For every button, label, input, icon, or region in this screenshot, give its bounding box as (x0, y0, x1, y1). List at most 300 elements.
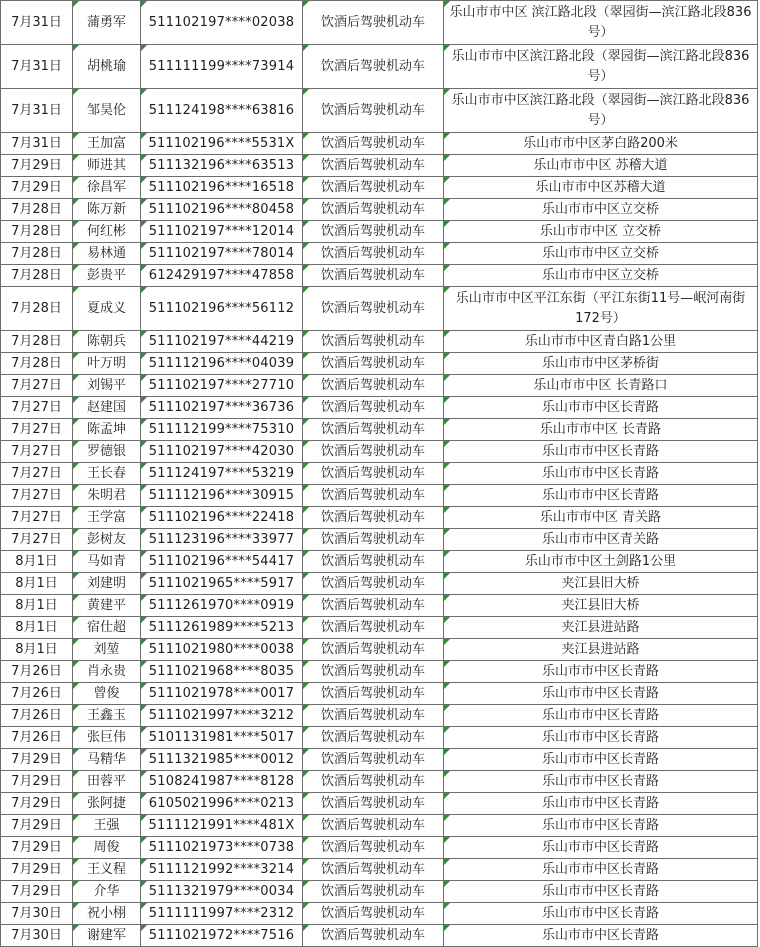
name-text: 王鑫玉 (86, 707, 126, 723)
excel-error-flag-icon (444, 133, 450, 139)
excel-error-flag-icon (444, 881, 450, 887)
excel-error-flag-icon (303, 89, 309, 95)
cell-name (73, 749, 141, 771)
date-text: 7月27日 (11, 487, 62, 503)
cell-date (1, 243, 73, 265)
violation-text: 饮酒后驾驶机动车 (320, 135, 425, 151)
table-row (1, 353, 758, 375)
date-text: 7月29日 (11, 773, 62, 789)
excel-error-flag-icon (444, 617, 450, 623)
cell-violation (303, 1, 444, 45)
excel-error-flag-icon (444, 925, 450, 931)
cell-violation (303, 925, 444, 947)
excel-error-flag-icon (303, 925, 309, 931)
cell-name (73, 705, 141, 727)
excel-error-flag-icon (141, 485, 147, 491)
cell-violation (303, 683, 444, 705)
excel-error-flag-icon (73, 45, 79, 51)
location-text: 乐山市市中区长青路 (541, 817, 659, 833)
cell-violation (303, 749, 444, 771)
violation-text: 饮酒后驾驶机动车 (320, 267, 425, 283)
cell-location (444, 287, 758, 331)
cell-violation (303, 507, 444, 529)
excel-error-flag-icon (141, 639, 147, 645)
cell-date (1, 617, 73, 639)
name-text: 蒲勇军 (86, 14, 126, 30)
name-text: 赵建国 (86, 399, 126, 415)
table-row (1, 727, 758, 749)
cell-name (73, 419, 141, 441)
excel-error-flag-icon (303, 617, 309, 623)
cell-location (444, 419, 758, 441)
excel-error-flag-icon (73, 199, 79, 205)
location-text: 乐山市市中区立交桥 (541, 267, 659, 283)
excel-error-flag-icon (73, 89, 79, 95)
excel-error-flag-icon (141, 287, 147, 293)
cell-location (444, 705, 758, 727)
excel-error-flag-icon (141, 419, 147, 425)
date-text: 7月26日 (11, 663, 62, 679)
id-text: 511102196****80458 (148, 201, 295, 217)
violation-text: 饮酒后驾驶机动车 (320, 751, 425, 767)
cell-date (1, 881, 73, 903)
excel-error-flag-icon (303, 749, 309, 755)
table-row (1, 551, 758, 573)
cell-name (73, 441, 141, 463)
cell-name (73, 243, 141, 265)
cell-location (444, 925, 758, 947)
date-text: 7月28日 (11, 223, 62, 239)
location-text: 乐山市市中区 滨江路北段（翠园街—滨江路北段836号） (449, 5, 752, 40)
cell-date (1, 683, 73, 705)
name-text: 张巨伟 (86, 729, 126, 745)
excel-error-flag-icon (141, 221, 147, 227)
table-row (1, 45, 758, 89)
name-text: 王长春 (86, 465, 126, 481)
cell-violation (303, 661, 444, 683)
excel-error-flag-icon (303, 595, 309, 601)
cell-date (1, 573, 73, 595)
cell-location (444, 177, 758, 199)
id-text: 511124198****63816 (148, 102, 295, 118)
cell-date (1, 331, 73, 353)
id-text: 5111021997****3212 (148, 707, 295, 723)
date-text: 7月29日 (11, 861, 62, 877)
excel-error-flag-icon (303, 573, 309, 579)
cell-id (141, 551, 303, 573)
cell-date (1, 45, 73, 89)
violation-text: 饮酒后驾驶机动车 (320, 102, 425, 118)
name-text: 王加富 (86, 135, 126, 151)
cell-location (444, 133, 758, 155)
cell-violation (303, 463, 444, 485)
location-text: 乐山市市中区长青路 (541, 465, 659, 481)
cell-id (141, 331, 303, 353)
excel-error-flag-icon (303, 199, 309, 205)
location-text: 乐山市市中区 立交桥 (539, 223, 662, 239)
excel-error-flag-icon (444, 815, 450, 821)
id-text: 5111321985****0012 (148, 751, 295, 767)
name-text: 彭贵平 (86, 267, 126, 283)
violation-text: 饮酒后驾驶机动车 (320, 619, 425, 635)
location-text: 乐山市市中区 苏稽大道 (533, 157, 668, 173)
violation-text: 饮酒后驾驶机动车 (320, 245, 425, 261)
id-text: 612429197****47858 (148, 267, 295, 283)
table-row (1, 133, 758, 155)
cell-violation (303, 353, 444, 375)
cell-name (73, 837, 141, 859)
excel-error-flag-icon (444, 419, 450, 425)
cell-violation (303, 793, 444, 815)
cell-id (141, 859, 303, 881)
excel-error-flag-icon (141, 661, 147, 667)
cell-id (141, 485, 303, 507)
cell-date (1, 89, 73, 133)
cell-location (444, 507, 758, 529)
violation-text: 饮酒后驾驶机动车 (320, 883, 425, 899)
cell-violation (303, 881, 444, 903)
id-text: 5111261989****5213 (148, 619, 295, 635)
excel-error-flag-icon (141, 881, 147, 887)
date-text: 7月26日 (11, 707, 62, 723)
cell-location (444, 155, 758, 177)
name-text: 谢建军 (86, 927, 126, 943)
excel-error-flag-icon (444, 837, 450, 843)
location-text: 乐山市市中区长青路 (541, 487, 659, 503)
date-text: 7月27日 (11, 377, 62, 393)
cell-violation (303, 859, 444, 881)
location-text: 乐山市市中区青白路1公里 (524, 333, 677, 349)
excel-error-flag-icon (444, 287, 450, 293)
cell-name (73, 683, 141, 705)
cell-id (141, 375, 303, 397)
excel-error-flag-icon (73, 1, 79, 7)
cell-violation (303, 177, 444, 199)
violation-text: 饮酒后驾驶机动车 (320, 443, 425, 459)
cell-location (444, 595, 758, 617)
cell-date (1, 265, 73, 287)
cell-location (444, 353, 758, 375)
location-text: 乐山市市中区长青路 (541, 707, 659, 723)
cell-name (73, 815, 141, 837)
name-text: 陈朝兵 (86, 333, 126, 349)
table-row (1, 925, 758, 947)
cell-violation (303, 265, 444, 287)
excel-error-flag-icon (141, 375, 147, 381)
violation-text: 饮酒后驾驶机动车 (320, 487, 425, 503)
cell-name (73, 925, 141, 947)
cell-date (1, 661, 73, 683)
cell-violation (303, 595, 444, 617)
cell-violation (303, 573, 444, 595)
date-text: 7月28日 (11, 355, 62, 371)
id-text: 5101131981****5017 (148, 729, 295, 745)
excel-error-flag-icon (73, 639, 79, 645)
excel-error-flag-icon (73, 265, 79, 271)
excel-error-flag-icon (73, 419, 79, 425)
cell-location (444, 397, 758, 419)
excel-error-flag-icon (444, 485, 450, 491)
date-text: 7月27日 (11, 465, 62, 481)
cell-date (1, 221, 73, 243)
violation-text: 饮酒后驾驶机动车 (320, 531, 425, 547)
location-text: 乐山市市中区 青关路 (539, 509, 662, 525)
date-text: 7月29日 (11, 179, 62, 195)
violation-text: 饮酒后驾驶机动车 (320, 795, 425, 811)
cell-id (141, 529, 303, 551)
excel-error-flag-icon (141, 573, 147, 579)
excel-error-flag-icon (73, 705, 79, 711)
name-text: 易林通 (86, 245, 126, 261)
date-text: 8月1日 (15, 641, 58, 657)
excel-error-flag-icon (303, 265, 309, 271)
cell-location (444, 617, 758, 639)
cell-name (73, 881, 141, 903)
id-text: 511112196****30915 (148, 487, 295, 503)
cell-date (1, 199, 73, 221)
table-body (1, 1, 758, 947)
cell-name (73, 1, 141, 45)
cell-location (444, 265, 758, 287)
excel-error-flag-icon (303, 771, 309, 777)
excel-error-flag-icon (444, 771, 450, 777)
date-text: 7月31日 (11, 135, 62, 151)
cell-id (141, 287, 303, 331)
cell-id (141, 793, 303, 815)
table-row (1, 683, 758, 705)
excel-error-flag-icon (303, 441, 309, 447)
cell-id (141, 595, 303, 617)
violation-text: 饮酒后驾驶机动车 (320, 300, 425, 316)
excel-error-flag-icon (141, 507, 147, 513)
violation-text: 饮酒后驾驶机动车 (320, 157, 425, 173)
excel-error-flag-icon (303, 727, 309, 733)
violation-text: 饮酒后驾驶机动车 (320, 861, 425, 877)
date-text: 8月1日 (15, 553, 58, 569)
name-text: 马精华 (86, 751, 126, 767)
location-text: 乐山市市中区长青路 (541, 883, 659, 899)
location-text: 夹江县进站路 (561, 619, 640, 635)
cell-id (141, 617, 303, 639)
excel-error-flag-icon (73, 749, 79, 755)
location-text: 夹江县进站路 (561, 641, 640, 657)
cell-violation (303, 199, 444, 221)
table-row (1, 859, 758, 881)
date-text: 7月30日 (11, 927, 62, 943)
table-row (1, 243, 758, 265)
table-row (1, 441, 758, 463)
excel-error-flag-icon (73, 177, 79, 183)
cell-id (141, 441, 303, 463)
cell-date (1, 177, 73, 199)
excel-error-flag-icon (73, 485, 79, 491)
cell-name (73, 595, 141, 617)
name-text: 夏成义 (86, 300, 126, 316)
cell-location (444, 221, 758, 243)
excel-error-flag-icon (73, 331, 79, 337)
excel-error-flag-icon (303, 243, 309, 249)
location-text: 乐山市市中区长青路 (541, 905, 659, 921)
cell-name (73, 507, 141, 529)
date-text: 8月1日 (15, 619, 58, 635)
cell-name (73, 287, 141, 331)
excel-error-flag-icon (444, 749, 450, 755)
violation-text: 饮酒后驾驶机动车 (320, 597, 425, 613)
cell-id (141, 155, 303, 177)
excel-error-flag-icon (141, 903, 147, 909)
excel-error-flag-icon (73, 815, 79, 821)
id-text: 511132196****63513 (148, 157, 295, 173)
cell-violation (303, 705, 444, 727)
name-text: 叶万明 (86, 355, 126, 371)
id-text: 5108241987****8128 (148, 773, 295, 789)
cell-date (1, 793, 73, 815)
table-row (1, 463, 758, 485)
cell-name (73, 353, 141, 375)
cell-id (141, 45, 303, 89)
id-text: 5111021980****0038 (148, 641, 295, 657)
name-text: 刘堃 (93, 641, 120, 657)
date-text: 7月29日 (11, 883, 62, 899)
id-text: 5111121991****481X (148, 817, 295, 833)
violation-text: 饮酒后驾驶机动车 (320, 839, 425, 855)
excel-error-flag-icon (444, 265, 450, 271)
excel-error-flag-icon (73, 287, 79, 293)
date-text: 7月27日 (11, 443, 62, 459)
cell-date (1, 529, 73, 551)
violation-text: 饮酒后驾驶机动车 (320, 355, 425, 371)
cell-name (73, 727, 141, 749)
excel-error-flag-icon (141, 617, 147, 623)
cell-date (1, 463, 73, 485)
table-row (1, 199, 758, 221)
cell-id (141, 661, 303, 683)
excel-error-flag-icon (73, 353, 79, 359)
date-text: 7月28日 (11, 333, 62, 349)
violation-text: 饮酒后驾驶机动车 (320, 729, 425, 745)
cell-violation (303, 243, 444, 265)
id-text: 5111261970****0919 (148, 597, 295, 613)
cell-violation (303, 771, 444, 793)
table-row (1, 815, 758, 837)
cell-id (141, 221, 303, 243)
excel-error-flag-icon (141, 683, 147, 689)
cell-location (444, 749, 758, 771)
excel-error-flag-icon (444, 529, 450, 535)
id-text: 511102197****44219 (148, 333, 295, 349)
location-text: 乐山市市中区土剑路1公里 (524, 553, 677, 569)
excel-error-flag-icon (444, 551, 450, 557)
table-row (1, 155, 758, 177)
excel-error-flag-icon (73, 683, 79, 689)
cell-location (444, 859, 758, 881)
excel-error-flag-icon (303, 375, 309, 381)
location-text: 乐山市市中区滨江路北段（翠园街—滨江路北段836号） (451, 49, 750, 84)
excel-error-flag-icon (141, 551, 147, 557)
cell-location (444, 727, 758, 749)
name-text: 张阿捷 (86, 795, 126, 811)
location-text: 乐山市市中区长青路 (541, 751, 659, 767)
cell-date (1, 749, 73, 771)
id-text: 511112199****75310 (148, 421, 295, 437)
cell-date (1, 375, 73, 397)
excel-error-flag-icon (141, 859, 147, 865)
name-text: 祝小栩 (86, 905, 126, 921)
location-text: 乐山市市中区滨江路北段（翠园街—滨江路北段836号） (451, 93, 750, 128)
excel-error-flag-icon (73, 859, 79, 865)
name-text: 陈万新 (86, 201, 126, 217)
table-row (1, 375, 758, 397)
table-row (1, 485, 758, 507)
violation-text: 饮酒后驾驶机动车 (320, 927, 425, 943)
excel-error-flag-icon (73, 837, 79, 843)
id-text: 511112196****04039 (148, 355, 295, 371)
name-text: 陈孟坤 (86, 421, 126, 437)
cell-location (444, 485, 758, 507)
name-text: 刘锡平 (86, 377, 126, 393)
excel-error-flag-icon (141, 727, 147, 733)
excel-error-flag-icon (444, 639, 450, 645)
cell-name (73, 463, 141, 485)
cell-location (444, 243, 758, 265)
excel-error-flag-icon (141, 771, 147, 777)
name-text: 罗德银 (86, 443, 126, 459)
excel-error-flag-icon (444, 221, 450, 227)
cell-location (444, 529, 758, 551)
cell-id (141, 705, 303, 727)
excel-error-flag-icon (303, 815, 309, 821)
excel-error-flag-icon (444, 199, 450, 205)
cell-id (141, 353, 303, 375)
cell-name (73, 573, 141, 595)
excel-error-flag-icon (141, 793, 147, 799)
cell-id (141, 199, 303, 221)
location-text: 乐山市市中区苏稽大道 (535, 179, 666, 195)
cell-location (444, 683, 758, 705)
date-text: 7月27日 (11, 421, 62, 437)
excel-error-flag-icon (73, 243, 79, 249)
cell-name (73, 45, 141, 89)
excel-error-flag-icon (303, 221, 309, 227)
date-text: 7月28日 (11, 267, 62, 283)
date-text: 7月28日 (11, 245, 62, 261)
id-text: 6105021996****0213 (148, 795, 295, 811)
cell-violation (303, 903, 444, 925)
cell-id (141, 1, 303, 45)
table-row (1, 177, 758, 199)
name-text: 彭树友 (86, 531, 126, 547)
excel-error-flag-icon (73, 551, 79, 557)
excel-error-flag-icon (141, 815, 147, 821)
table-row (1, 661, 758, 683)
cell-name (73, 155, 141, 177)
location-text: 夹江县旧大桥 (561, 575, 640, 591)
excel-error-flag-icon (141, 925, 147, 931)
excel-error-flag-icon (303, 133, 309, 139)
excel-error-flag-icon (444, 793, 450, 799)
violation-text: 饮酒后驾驶机动车 (320, 905, 425, 921)
id-text: 511124197****53219 (148, 465, 295, 481)
cell-date (1, 595, 73, 617)
cell-date (1, 485, 73, 507)
id-text: 5111021973****0738 (148, 839, 295, 855)
location-text: 乐山市市中区茅桥街 (541, 355, 659, 371)
excel-error-flag-icon (141, 89, 147, 95)
date-text: 7月28日 (11, 201, 62, 217)
excel-error-flag-icon (303, 683, 309, 689)
cell-violation (303, 529, 444, 551)
table-row (1, 265, 758, 287)
